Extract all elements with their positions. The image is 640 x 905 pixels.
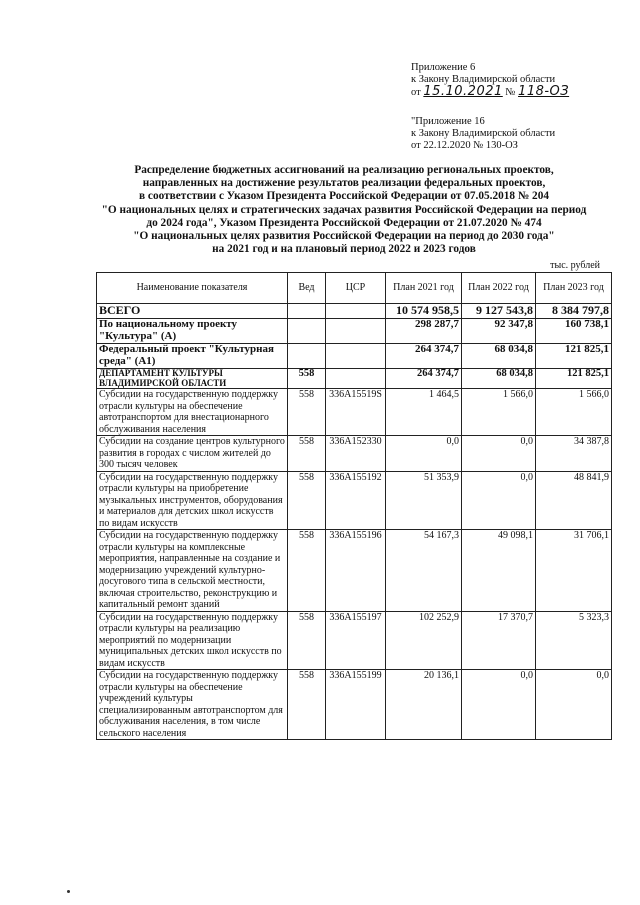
value-2022: 17 370,7 [462,611,536,670]
csr-code: 336A15519S [326,389,386,436]
value-2021: 298 287,7 [386,319,462,344]
value-2022: 0,0 [462,471,536,530]
value-2023: 48 841,9 [536,471,612,530]
title-line: Распределение бюджетных ассигнований на реализацию региональных проектов, [134,164,554,176]
federal-project-row [97,344,612,369]
annex-16-law: к Закону Владимирской области [411,128,556,139]
csr-code: 336A155192 [326,471,386,530]
csr-code: 336A155197 [326,611,386,670]
value-2021: 51 353,9 [386,471,462,530]
annex-16-block [411,116,555,152]
title-line: до 2024 года", Указом Президента Российской Федерации от 21.07.2020 № 474 [146,216,542,229]
annex-6-block [411,62,569,99]
title-line: направленных на достижение результатов реализации федеральных проектов, [142,177,546,190]
total-row [97,304,612,319]
value-2023: 121 825,1 [536,344,612,369]
value-2022: 0,0 [462,670,536,740]
annex-16-title: "Приложение 16 [411,116,485,127]
row-name: Субсидии на государственную поддержку отрасли культуры на реализацию мероприятий по модернизации муниципальных детских школ искусств по видам искусств [97,611,288,670]
row-name: ДЕПАРТАМЕНТ КУЛЬТУРЫ ВЛАДИМИРСКОЙ ОБЛАСТИ [97,369,288,389]
value-2023: 0,0 [536,670,612,740]
value-2021: 20 136,1 [386,670,462,740]
value-2023: 121 825,1 [536,369,612,389]
value-2023: 31 706,1 [536,530,612,612]
col-header-ved: Вед [288,273,326,304]
value-2022: 68 034,8 [462,369,536,389]
title-line: в соответствии с Указом Президента Российской Федерации от 07.05.2018 № 204 [139,190,549,203]
ved-code: 558 [288,389,326,436]
table-row [97,389,612,436]
col-header-name: Наименование показателя [97,273,288,304]
row-name: Субсидии на государственную поддержку отрасли культуры на обеспечение автотранспортом для внестационарного обслуживания населения [97,389,288,436]
row-name: По национальному проекту "Культура" (А) [97,319,288,344]
value-2022: 68 034,8 [462,344,536,369]
handwritten-number: 118-ОЗ [518,84,570,99]
budget-table [96,272,612,740]
value-2021: 0,0 [386,436,462,472]
annex-6-title: Приложение 6 [411,62,476,73]
value-2022: 9 127 543,8 [462,304,536,319]
title-line: на 2021 год и на плановый период 2022 и 2023 годов [212,243,476,256]
ved-code: 558 [288,436,326,472]
annex-6-date-line: от 15.10.2021 № 118-ОЗ [411,84,570,99]
col-header-2022: План 2022 год [462,273,536,304]
value-2023: 5 323,3 [536,611,612,670]
table-row [97,471,612,530]
value-2022: 49 098,1 [462,530,536,612]
value-2022: 0,0 [462,436,536,472]
col-header-2023: План 2023 год [536,273,612,304]
value-2021: 264 374,7 [386,369,462,389]
col-header-csr: ЦСР [326,273,386,304]
row-name: ВСЕГО [97,304,288,319]
title-line: "О национальных целях и стратегических задачах развития Российской Федерации на период [101,203,587,216]
table-row [97,670,612,740]
value-2023: 1 566,0 [536,389,612,436]
ved-code: 558 [288,369,326,389]
value-2023: 34 387,8 [536,436,612,472]
table-row [97,611,612,670]
value-2021: 264 374,7 [386,344,462,369]
annex-16-date: от 22.12.2020 № 130-ОЗ [411,140,518,151]
row-name: Субсидии на государственную поддержку отрасли культуры на обеспечение учреждений культуры специализированным автотранспортом для обслуживания населения, в том числе сельского населения [97,670,288,740]
ved-code: 558 [288,471,326,530]
table-row [97,530,612,612]
document-title [80,164,608,256]
csr-code: 336A155196 [326,530,386,612]
title-line: "О национальных целях развития Российской Федерации на период до 2030 года" [133,230,555,243]
value-2023: 8 384 797,8 [536,304,612,319]
value-2022: 1 566,0 [462,389,536,436]
scan-mark [67,890,70,893]
value-2021: 102 252,9 [386,611,462,670]
value-2023: 160 738,1 [536,319,612,344]
col-header-2021: План 2021 год [386,273,462,304]
unit-label: тыс. рублей [550,260,600,271]
row-name: Федеральный проект "Культурная среда" (А1) [97,344,288,369]
csr-code: 336A155199 [326,670,386,740]
department-row [97,369,612,389]
table-header-row [97,273,612,304]
national-project-row [97,319,612,344]
handwritten-date: 15.10.2021 [423,84,503,99]
table-row [97,436,612,472]
ved-code: 558 [288,611,326,670]
value-2021: 10 574 958,5 [386,304,462,319]
annex-6-law: к Закону Владимирской области [411,74,556,85]
value-2021: 1 464,5 [386,389,462,436]
csr-code: 336A152330 [326,436,386,472]
row-name: Субсидии на государственную поддержку отрасли культуры на приобретение музыкальных инструментов, оборудования и материалов для детских школ искусств по видам искусств [97,471,288,530]
row-name: Субсидии на создание центров культурного развития в городах с числом жителей до 300 тысяч человек [97,436,288,472]
ved-code: 558 [288,530,326,612]
value-2022: 92 347,8 [462,319,536,344]
row-name: Субсидии на государственную поддержку отрасли культуры на комплексные мероприятия, направленные на создание и модернизацию учреждений культурно-досугового типа в сельской местности, включая строительство, реконструкцию и капитальный ремонт зданий [97,530,288,612]
value-2021: 54 167,3 [386,530,462,612]
ved-code: 558 [288,670,326,740]
